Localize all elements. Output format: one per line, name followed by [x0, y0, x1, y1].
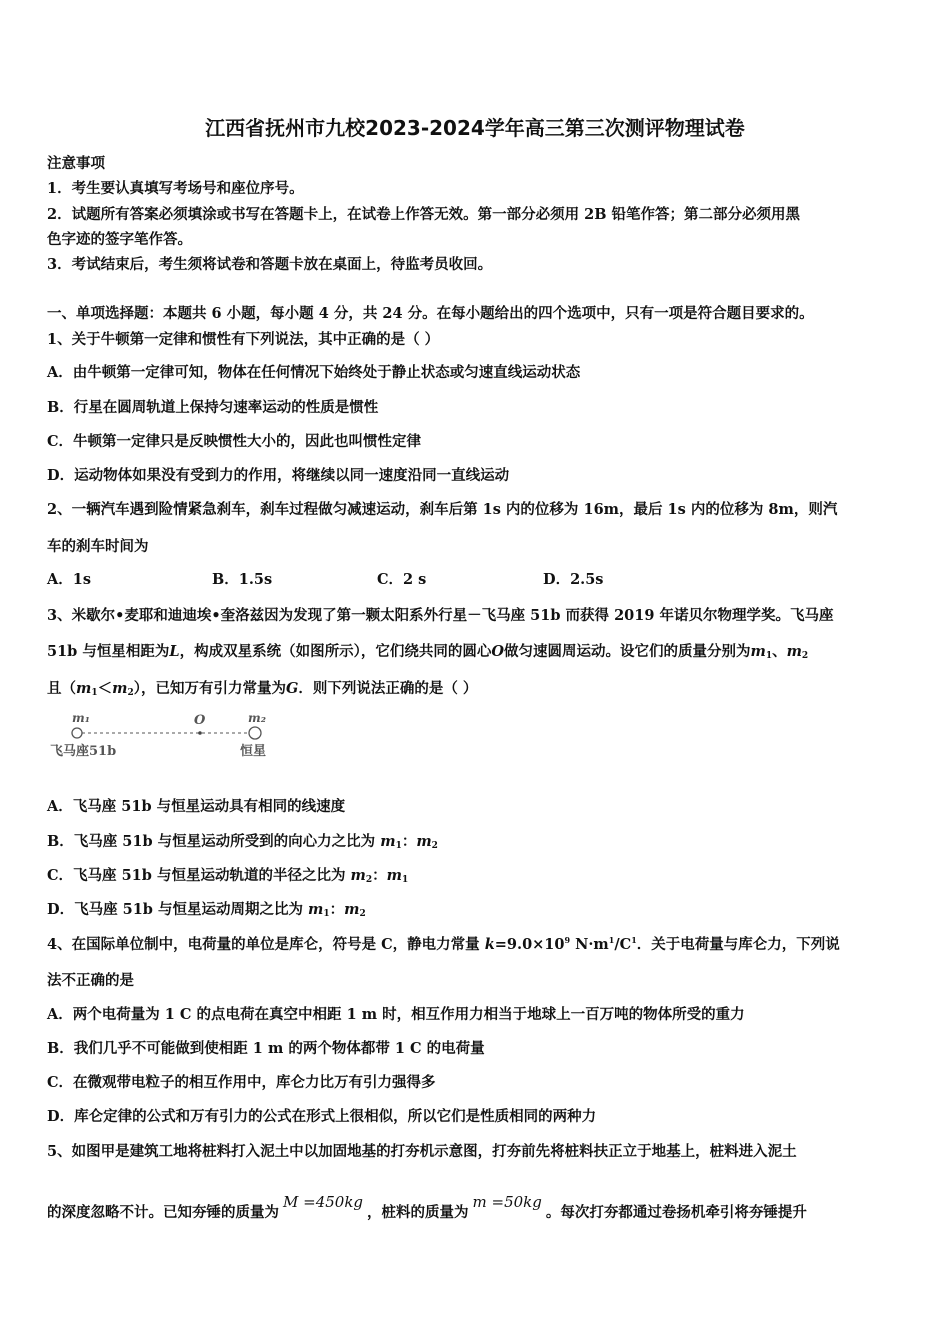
q3-stem-line-3: 且$(m_1<m_2)$，已知万有引力常量为G．则下列说法正确的是（ ） — [47, 680, 478, 698]
notice-line-3: 3．考试结束后，考生须将试卷和答题卡放在桌面上，待监考员收回。 — [47, 256, 493, 273]
q3-stem-line-2: 51b 与恒星相距为L，构成双星系统（如图所示），它们绕共同的圆心O做匀速圆周运动。设它们的质量分别为$m_1$、$m_2$ — [47, 643, 809, 661]
q4-option-c: C．在微观带电粒子的相互作用中，库仑力比万有引力强得多 — [47, 1074, 436, 1091]
q5-stem-line-1: 5、如图甲是建筑工地将桩料打入泥土中以加固地基的打夯机示意图，打夯前先将桩料扶正立于地基上，桩料进入泥土 — [47, 1143, 797, 1160]
notice-heading: 注意事项 — [47, 155, 105, 172]
diagram-o-label: O — [194, 713, 206, 728]
page-title: 江西省抚州市九校2023-2024学年高三第三次测评物理试卷 — [205, 116, 745, 140]
diagram-m1-label: m₁ — [72, 711, 90, 725]
q2-option-a: A．1s — [47, 571, 92, 588]
q5-stem-line-2: 的深度忽略不计。已知夯锤的质量为M =450kg，桩料的质量为m =50kg。每次打夯都通过卷扬机牵引将夯锤提升 — [47, 1193, 807, 1221]
q2-option-d: D．2.5s — [543, 571, 604, 588]
hammer-mass-formula: M =450kg — [283, 1193, 364, 1211]
q1-option-b: B．行星在圆周轨道上保持匀速率运动的性质是惯性 — [47, 399, 379, 416]
diagram-star-label: 恒星 — [240, 744, 267, 759]
diagram-planet-label: 飞马座51b — [50, 744, 117, 759]
q3-option-b: B．飞马座 51b 与恒星运动所受到的向心力之比为 $m_1$：$m_2$ — [47, 833, 438, 851]
q4-stem-line-1: 4、在国际单位制中，电荷量的单位是库仑，符号是 C，静电力常量 $k=9.0\times 10^9$ $N\cdot m^1/C^1$．关于电荷量与库仑力，下列说 — [47, 935, 840, 953]
section-heading: 一、单项选择题：本题共 6 小题，每小题 4 分，共 24 分。在每小题给出的四个选项中，只有一项是符合题目要求的。 — [47, 305, 814, 322]
q3-stem-line-1: 3、米歇尔•麦耶和迪迪埃•奎洛兹因为发现了第一颗太阳系外行星－飞马座 51b 而获得 2019 年诺贝尔物理学奖。飞马座 — [47, 607, 834, 624]
q1-option-d: D．运动物体如果没有受到力的作用，将继续以同一速度沿同一直线运动 — [47, 467, 510, 484]
q4-option-b: B．我们几乎不可能做到使相距 1 m 的两个物体都带 1 C 的电荷量 — [47, 1040, 485, 1057]
q4-option-d: D．库仑定律的公式和万有引力的公式在形式上很相似，所以它们是性质相同的两种力 — [47, 1108, 597, 1125]
q1-stem: 1、关于牛顿第一定律和惯性有下列说法，其中正确的是（ ） — [47, 331, 440, 348]
star-circle — [249, 727, 261, 739]
q4-stem-line-2: 法不正确的是 — [47, 972, 134, 989]
diagram-m2-label: m₂ — [248, 711, 266, 725]
binary-star-diagram — [50, 708, 290, 764]
planet-circle — [72, 728, 82, 738]
q4-option-a: A．两个电荷量为 1 C 的点电荷在真空中相距 1 m 时，相互作用力相当于地球上一百万吨的物体所受的重力 — [47, 1006, 745, 1023]
q2-option-b: B．1.5s — [212, 571, 273, 588]
center-point — [198, 731, 202, 735]
q3-option-d: D．飞马座 51b 与恒星运动周期之比为 $m_1$：$m_2$ — [47, 901, 366, 919]
q3-option-a: A．飞马座 51b 与恒星运动具有相同的线速度 — [47, 798, 346, 815]
q2-stem-line-1: 2、一辆汽车遇到险情紧急刹车，刹车过程做匀减速运动，刹车后第 1s 内的位移为 16m，最后 1s 内的位移为 8m，则汽 — [47, 501, 838, 518]
q3-option-c: C．飞马座 51b 与恒星运动轨道的半径之比为 $m_2$：$m_1$ — [47, 867, 409, 885]
q1-option-c: C．牛顿第一定律只是反映惯性大小的，因此也叫惯性定律 — [47, 433, 422, 450]
notice-line-2b: 色字迹的签字笔作答。 — [47, 231, 192, 248]
notice-line-2a: 2．试题所有答案必须填涂或书写在答题卡上，在试卷上作答无效。第一部分必须用 2B 铅笔作答；第二部分必须用黑 — [47, 206, 801, 223]
notice-line-1: 1．考生要认真填写考场号和座位序号。 — [47, 180, 304, 197]
q2-option-c: C．2 s — [377, 571, 427, 588]
q2-stem-line-2: 车的刹车时间为 — [47, 538, 149, 555]
pile-mass-formula: m =50kg — [472, 1193, 542, 1211]
q1-option-a: A．由牛顿第一定律可知，物体在任何情况下始终处于静止状态或匀速直线运动状态 — [47, 364, 581, 381]
